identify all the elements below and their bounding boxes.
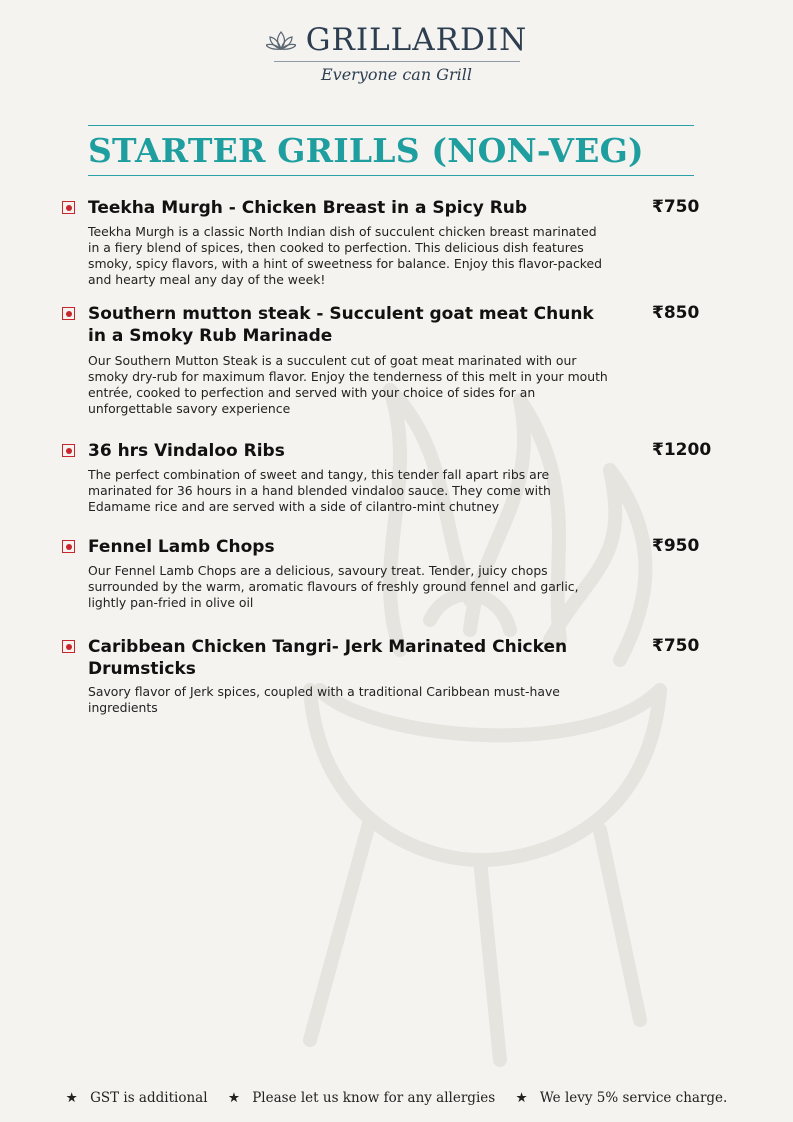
title-rule-bottom bbox=[88, 175, 694, 176]
brand-name: GRILLARDIN bbox=[305, 22, 528, 58]
title-rule-top bbox=[88, 125, 694, 126]
footer-note: ★ GST is additional bbox=[65, 1090, 208, 1106]
item-name: Southern mutton steak - Succulent goat meat Chunk in a Smoky Rub Marinade bbox=[88, 304, 594, 346]
item-price: ₹850 bbox=[652, 303, 700, 323]
brand-header bbox=[0, 22, 793, 84]
item-name: 36 hrs Vindaloo Ribs bbox=[88, 441, 285, 461]
section-header bbox=[88, 125, 694, 176]
item-description: Savory flavor of Jerk spices, coupled with a traditional Caribbean must-have ingredients bbox=[88, 684, 560, 715]
item-name: Fennel Lamb Chops bbox=[88, 537, 275, 557]
footer-note: ★ Please let us know for any allergies bbox=[227, 1090, 496, 1106]
item-name: Teekha Murgh - Chicken Breast in a Spicy Rub bbox=[88, 198, 528, 218]
item-description: Teekha Murgh is a classic North Indian dish of succulent chicken breast marinated in a fiery blend of spices, then cooked to perfection. This delicious dish features smoky, spicy flavors, with a hint of sweetness for balance. Enjoy this flavor-packed and hearty meal any day of the week! bbox=[88, 224, 602, 287]
item-price: ₹750 bbox=[652, 636, 700, 656]
item-description: Our Fennel Lamb Chops are a delicious, savoury treat. Tender, juicy chops surrounded by the warm, aromatic flavours of freshly ground fennel and garlic, lightly pan-fried in olive oil bbox=[88, 563, 579, 610]
brand-tagline: Everyone can Grill bbox=[320, 65, 473, 84]
star-icon: ★ bbox=[65, 1090, 78, 1106]
item-description: Our Southern Mutton Steak is a succulent cut of goat meat marinated with our smoky dry-rub for maximum flavor. Enjoy the tenderness of this melt in your mouth entrée, cooked to perfection and served with your choice of sides for an unforgettable savory experience bbox=[88, 353, 608, 416]
item-price: ₹950 bbox=[652, 536, 700, 556]
section-title: STARTER GRILLS (NON-VEG) bbox=[88, 131, 644, 170]
footer-notes bbox=[0, 1090, 793, 1106]
brand-divider bbox=[274, 61, 520, 62]
star-icon: ★ bbox=[227, 1090, 240, 1106]
item-name: Caribbean Chicken Tangri- Jerk Marinated Chicken Drumsticks bbox=[88, 637, 568, 679]
star-icon: ★ bbox=[515, 1090, 528, 1106]
item-price: ₹1200 bbox=[652, 440, 712, 460]
nonveg-icon bbox=[62, 444, 75, 457]
footer-note: ★ We levy 5% service charge. bbox=[515, 1090, 728, 1106]
item-description: The perfect combination of sweet and tangy, this tender fall apart ribs are marinated for 36 hours in a hand blended vindaloo sauce. They come with Edamame rice and are served with a side of cilantro-mint chutney bbox=[88, 467, 551, 514]
brand-row bbox=[0, 22, 793, 58]
lotus-icon bbox=[266, 29, 296, 51]
item-price: ₹750 bbox=[652, 197, 700, 217]
nonveg-icon bbox=[62, 201, 75, 214]
nonveg-icon bbox=[62, 307, 75, 320]
nonveg-icon bbox=[62, 640, 75, 653]
nonveg-icon bbox=[62, 540, 75, 553]
